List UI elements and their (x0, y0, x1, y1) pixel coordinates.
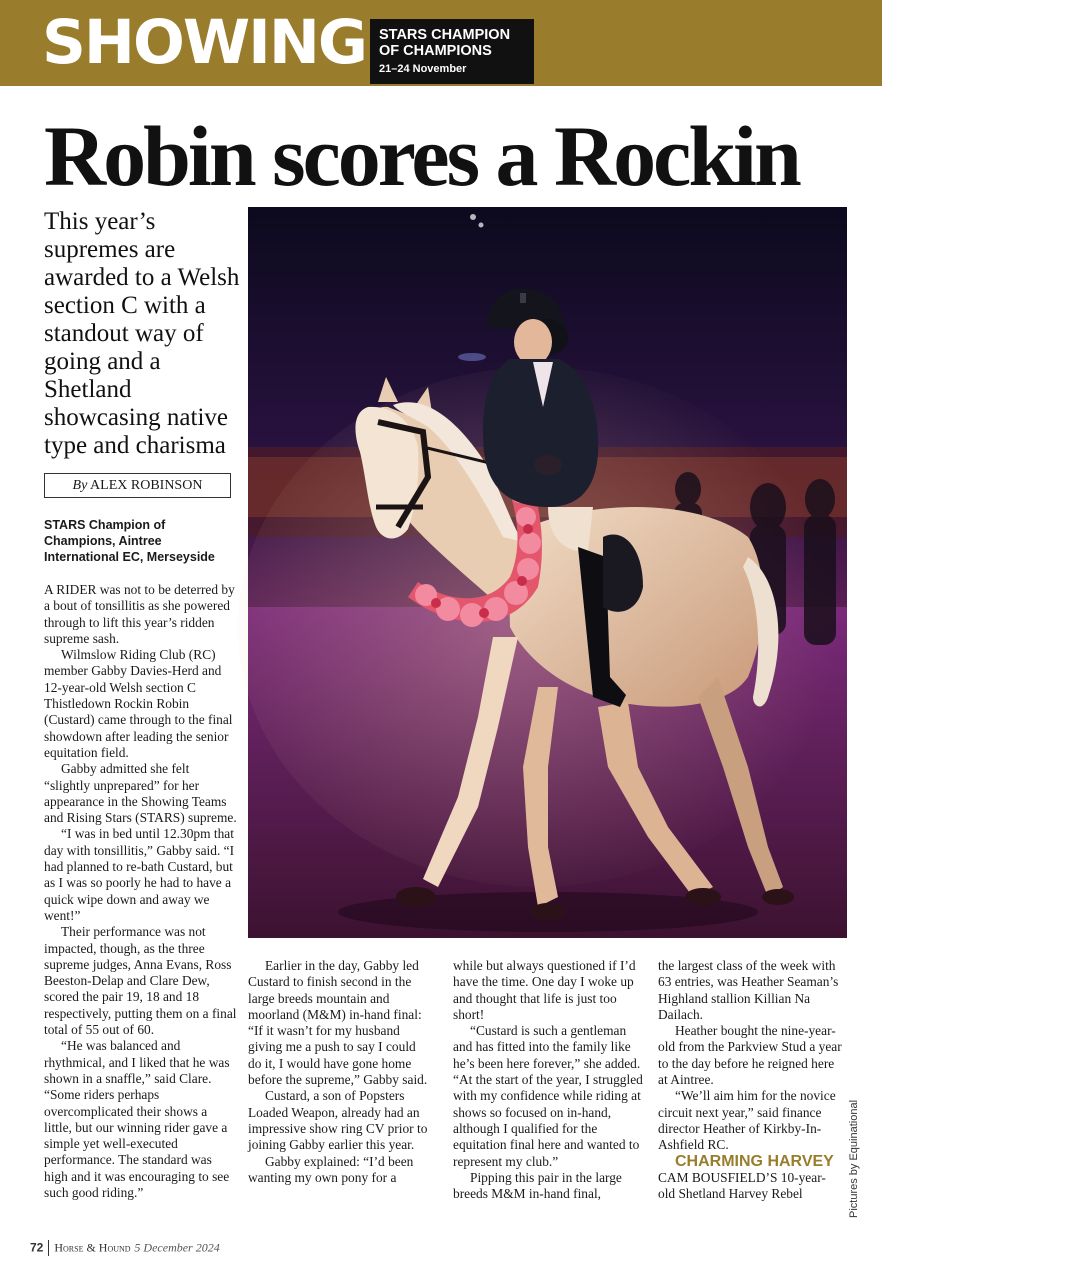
paragraph: Wilmslow Riding Club (RC) member Gabby Davies-Herd and 12-year-old Welsh section C Thistledown Rockin Robin (Custard) came through to the final showdown after leading the senior equitation field. (44, 647, 233, 760)
photo-caption: “Gentleman” Thistledown Rockin Robin shines in the supreme for Gabby Herd-Davies, after clinching the senior equitation spoils (921, 434, 1079, 513)
paragraph: “Custard is such a gentleman and has fitted into the family like he’s been here forever,” she added. “At the start of the year, I struggled with my confidence while riding at shows so focused on in-hand, although I qualified for the equitation final here and wanted to represent my club.” (453, 1023, 643, 1169)
paragraph: Custard, a son of Popsters Loaded Weapon, already had an impressive show ring CV prior to joining Gabby earlier this year. (248, 1088, 428, 1153)
byline-prefix: By (72, 478, 88, 493)
paragraph: Gabby explained: “I’d been wanting my own pony for a (248, 1153, 414, 1185)
magazine-name: Horse & Hound (54, 1240, 131, 1255)
section-header-bar (0, 0, 882, 86)
paragraph: while but always questioned if I’d have the time. One day I woke up and thought that life is just too short! (453, 958, 636, 1022)
paragraph: Heather bought the nine-year-old from the Parkview Stud a year to the day before he reigned here at Aintree. (658, 1023, 842, 1088)
horse-and-rider-illustration (248, 207, 847, 938)
paragraph: “He was balanced and rhythmical, and I liked that he was shown in a snaffle,” said Clare. “Some riders perhaps overcomplicated their shows a little, but our winning rider gave a simple yet well-executed performance. The standard was high and it was encouraging to see such good riding.” (44, 1038, 230, 1200)
page-footer (30, 1240, 220, 1256)
paragraph: “We’ll aim him for the novice circuit next year,” said finance director Heather of Kirkby-In-Ashfield RC. (658, 1088, 836, 1153)
event-name: STARS CHAMPION OF CHAMPIONS (379, 27, 511, 59)
venue-label: STARS Champion of Champions, Aintree International EC, Merseyside (44, 518, 215, 564)
body-column-3 (453, 958, 643, 1202)
byline (44, 473, 231, 498)
main-photo (248, 207, 1079, 938)
event-date: 21–24 November (379, 63, 467, 75)
paragraph: Their performance was not impacted, though, as the three supreme judges, Anna Evans, Ross Beeston-Delap and Clare Dew, scored the pair 19, 18 and 18 respectively, putting them on a final total of 55 out of 60. (44, 924, 237, 1038)
body-column-4 (658, 958, 842, 1202)
page-number: 72 (30, 1240, 44, 1255)
paragraph: Pipping this pair in the large breeds M&M in-hand final, (453, 1169, 622, 1202)
photo-credit: Pictures by Equinational (848, 1099, 860, 1218)
paragraph: Gabby admitted she felt “slightly unprepared” for her appearance in the Showing Teams and Rising Stars (STARS) supreme. (44, 761, 237, 826)
byline-name: ALEX ROBINSON (90, 478, 203, 493)
event-box (370, 19, 534, 84)
body-column-1 (44, 582, 238, 1201)
subheading: CHARMING HARVEY (675, 1152, 834, 1170)
paragraph: A RIDER was not to be deterred by a bout of tonsillitis as she powered through to lift this year’s ridden supreme sash. (44, 582, 235, 646)
paragraph: “I was in bed until 12.30pm that day with tonsillitis,” Gabby said. “I had planned to re-bath Custard, but as I was so poorly he had to have a quick wipe down and away we went!” (44, 826, 235, 923)
paragraph: Earlier in the day, Gabby led Custard to finish second in the large breeds mountain and moorland (M&M) in-hand final: “If it wasn’t for my husband giving me a push to say I could do it, I would have gone home before the supreme,” Gabby said. (248, 958, 428, 1088)
headline: Robin scores a Rockin (44, 108, 799, 204)
body-column-2 (248, 958, 432, 1186)
paragraph: CAM BOUSFIELD’S 10-year-old Shetland Harvey Rebel (658, 1169, 826, 1202)
section-title: SHOWING (42, 7, 366, 78)
standfirst: This year’s supremes are awarded to a Welsh section C with a standout way of going and a Shetland showcasing native type and charisma (44, 208, 240, 459)
footer-divider (48, 1240, 49, 1256)
paragraph: the largest class of the week with 63 entries, was Heather Seaman’s Highland stallion Killian Na Dailach. (658, 958, 839, 1022)
issue-date: 5 December 2024 (134, 1240, 220, 1255)
